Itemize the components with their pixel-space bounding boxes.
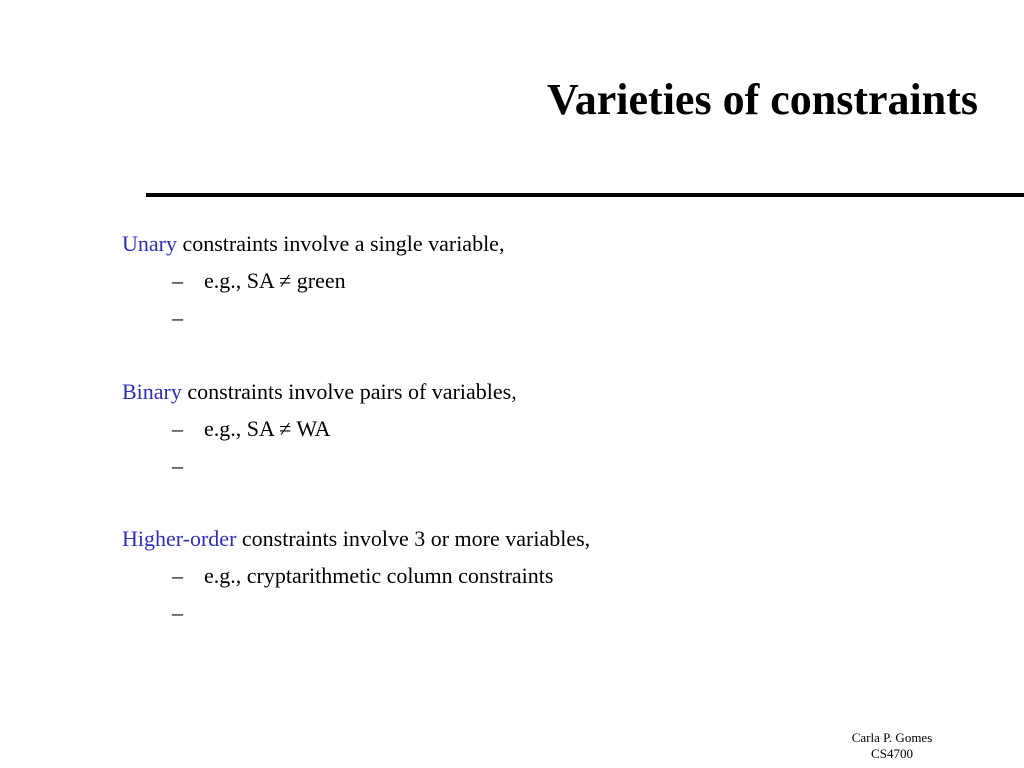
footer-author: Carla P. Gomes bbox=[851, 730, 933, 745]
sub-bullet-text: e.g., cryptarithmetic column constraints bbox=[204, 563, 554, 588]
dash-marker: – bbox=[172, 563, 183, 588]
keyword-higher-order: Higher-order bbox=[122, 526, 237, 551]
slide-footer bbox=[830, 730, 954, 762]
sub-bullet-binary-empty bbox=[172, 452, 204, 480]
bullet-binary-text: constraints involve pairs of variables, bbox=[181, 379, 517, 404]
sub-bullet-higher-order-example bbox=[172, 562, 553, 590]
sub-bullet-text: e.g., SA ≠ WA bbox=[204, 416, 331, 441]
sub-bullet-text: e.g., SA ≠ green bbox=[204, 268, 346, 293]
sub-bullet-higher-order-empty bbox=[172, 599, 204, 627]
bullet-binary bbox=[122, 378, 517, 406]
dash-marker: – bbox=[172, 600, 183, 625]
title-underline bbox=[146, 193, 1024, 197]
dash-marker: – bbox=[172, 305, 183, 330]
dash-marker: – bbox=[172, 453, 183, 478]
slide-title: Varieties of constraints bbox=[547, 75, 978, 124]
sub-bullet-binary-example bbox=[172, 415, 331, 443]
dash-marker: – bbox=[172, 268, 183, 293]
bullet-unary bbox=[122, 230, 504, 258]
bullet-higher-order bbox=[122, 525, 590, 553]
sub-bullet-unary-example bbox=[172, 267, 346, 295]
sub-bullet-unary-empty bbox=[172, 304, 204, 332]
dash-marker: – bbox=[172, 416, 183, 441]
bullet-higher-order-text: constraints involve 3 or more variables, bbox=[236, 526, 591, 551]
keyword-binary: Binary bbox=[122, 379, 182, 404]
footer-course: CS4700 bbox=[871, 746, 913, 761]
bullet-unary-text: constraints involve a single variable, bbox=[176, 231, 505, 256]
keyword-unary: Unary bbox=[122, 231, 177, 256]
